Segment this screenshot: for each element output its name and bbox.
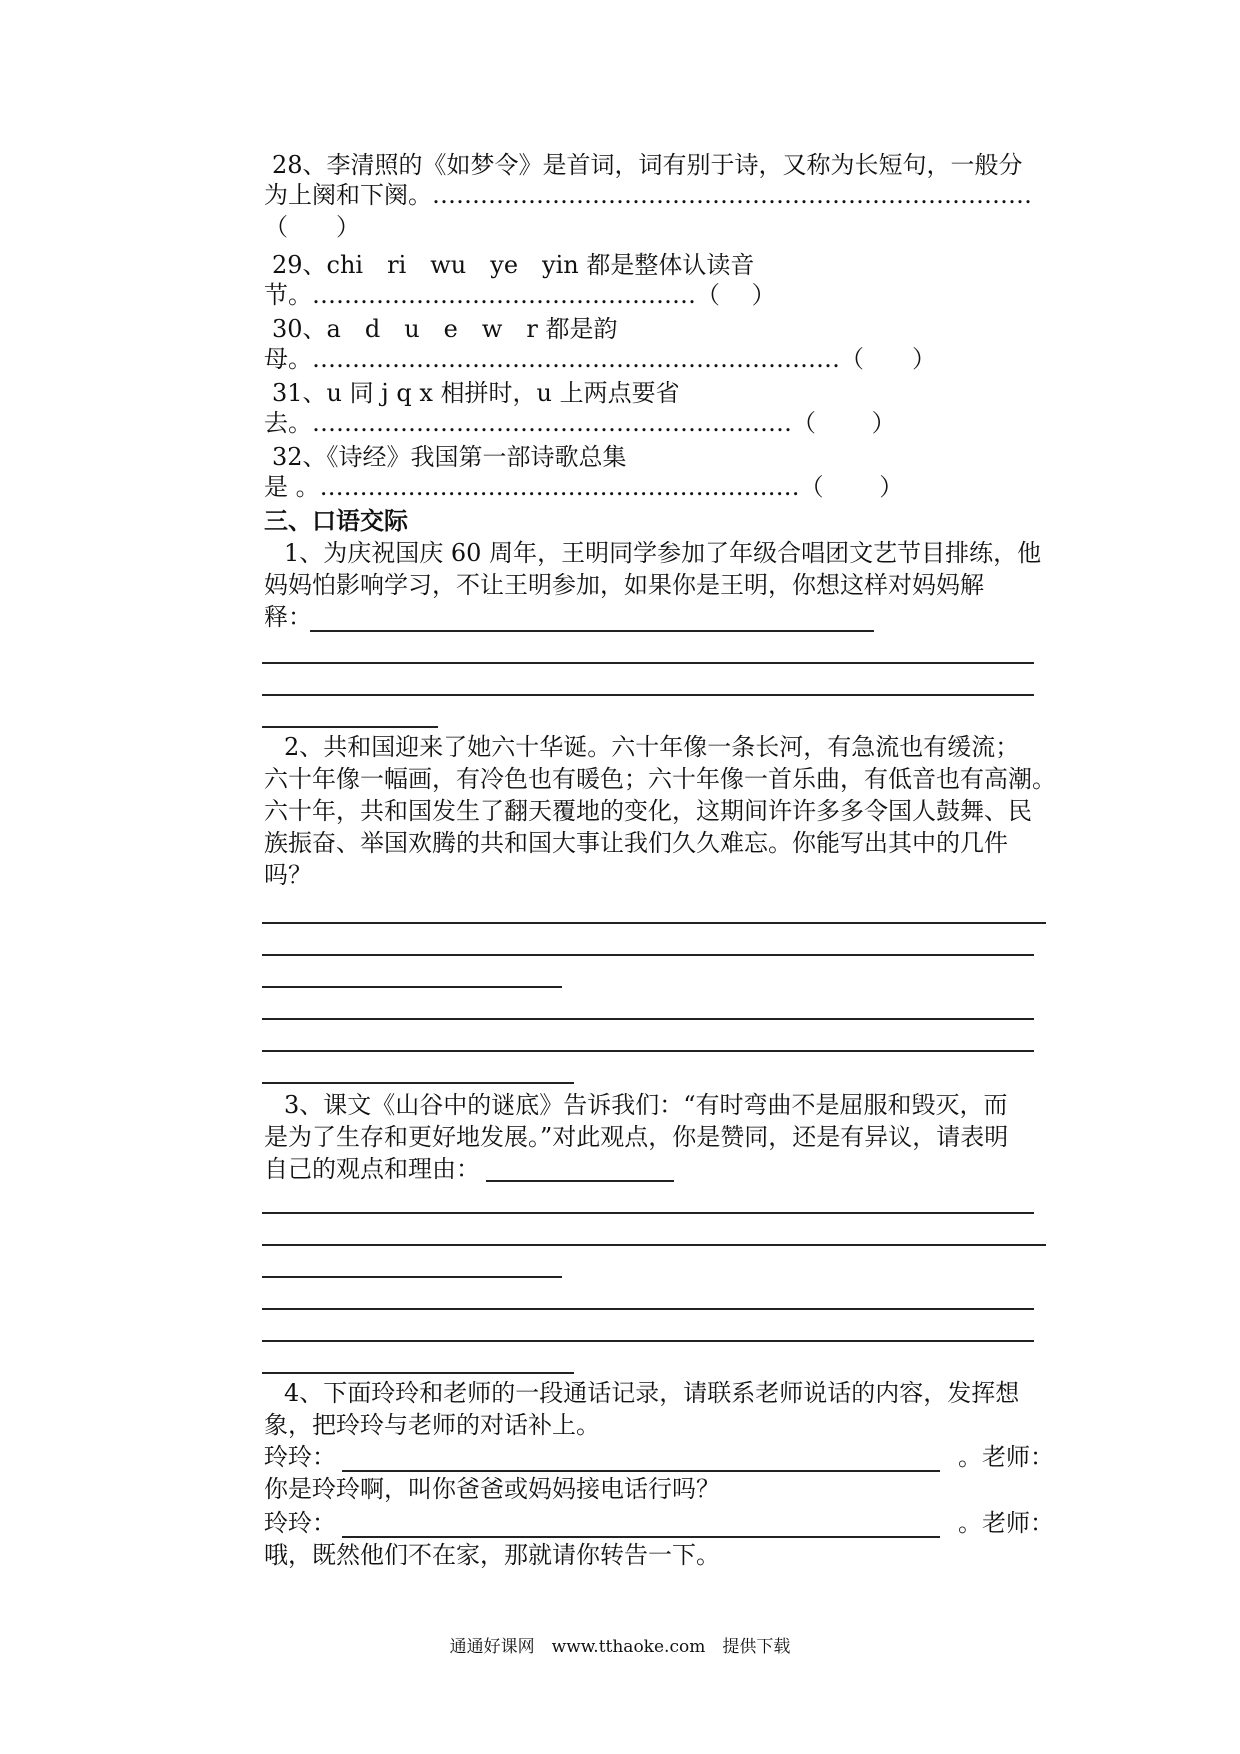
oral-q4-line1: 4、下面玲玲和老师的一段通话记录，请联系老师说话的内容，发挥想 <box>284 1379 1020 1407</box>
oral-q2-line4: 族振奋、举国欢腾的共和国大事让我们久久难忘。你能写出其中的几件 <box>264 829 1008 857</box>
q1-answer-line[interactable] <box>310 630 874 632</box>
q29-line1: 29、chi ri wu ye yin 都是整体认读音 <box>272 251 755 279</box>
q28-line2: 为上阕和下阕。………………………………………………………………… <box>264 181 1032 209</box>
q1-answer-line[interactable] <box>262 726 438 728</box>
ling-label-1: 玲玲： <box>264 1443 336 1471</box>
q29-line2[interactable]: 节。…………………………………………（ ） <box>264 281 776 309</box>
q3-answer-line[interactable] <box>262 1372 574 1374</box>
q1-answer-line[interactable] <box>262 694 1034 696</box>
oral-q1-line2: 妈妈怕影响学习，不让王明参加，如果你是王明，你想这样对妈妈解 <box>264 571 984 599</box>
teacher-speech-2: 哦，既然他们不在家，那就请你转告一下。 <box>264 1541 720 1569</box>
q32-line1: 32、《诗经》我国第一部诗歌总集 <box>272 443 627 471</box>
q2-answer-line[interactable] <box>262 1050 1034 1052</box>
oral-q1-line3: 释： <box>264 603 312 631</box>
q2-answer-line[interactable] <box>262 986 562 988</box>
oral-q4-line2: 象，把玲玲与老师的对话补上。 <box>264 1411 600 1439</box>
oral-q2-line1: 2、共和国迎来了她六十华诞。六十年像一条长河，有急流也有缓流； <box>284 733 1020 761</box>
q30-line1: 30、a d u e w r 都是韵 <box>272 315 618 343</box>
section3-heading: 三、口语交际 <box>264 506 408 535</box>
oral-q3-line1: 3、课文《山谷中的谜底》告诉我们：“有时弯曲不是屈服和毁灭，而 <box>284 1091 1008 1119</box>
q2-answer-line[interactable] <box>262 954 1034 956</box>
oral-q3-line3: 自己的观点和理由： <box>264 1155 480 1183</box>
q31-line1: 31、u 同 j q x 相拼时，u 上两点要省 <box>272 379 680 407</box>
q3-answer-line[interactable] <box>262 1212 1034 1214</box>
q32-line2[interactable]: 是 。……………………………………………………（ ） <box>264 473 904 501</box>
q30-line2[interactable]: 母。…………………………………………………………（ ） <box>264 345 936 373</box>
ling-label-2: 玲玲： <box>264 1509 336 1537</box>
q3-answer-line[interactable] <box>486 1180 674 1182</box>
q28-line1: 28、李清照的《如梦令》是首词，词有别于诗，又称为长短句，一般分 <box>272 151 1023 179</box>
oral-q1-line1: 1、为庆祝国庆 60 周年，王明同学参加了年级合唱团文艺节目排练，他 <box>284 539 1042 567</box>
oral-q3-line2: 是为了生存和更好地发展。”对此观点，你是赞同，还是有异议，请表明 <box>264 1123 1009 1151</box>
q3-answer-line[interactable] <box>262 1244 1046 1246</box>
q1-answer-line[interactable] <box>262 662 1034 664</box>
q2-answer-line[interactable] <box>262 922 1046 924</box>
q3-answer-line[interactable] <box>262 1276 562 1278</box>
teacher-label-1: 。老师： <box>958 1443 1054 1471</box>
ling-answer-line-2[interactable] <box>342 1536 940 1538</box>
teacher-label-2: 。老师： <box>958 1509 1054 1537</box>
oral-q2-line5: 吗？ <box>264 861 312 889</box>
oral-q2-line2: 六十年像一幅画，有冷色也有暖色；六十年像一首乐曲，有低音也有高潮。 <box>264 765 1056 793</box>
ling-answer-line-1[interactable] <box>342 1470 940 1472</box>
q3-answer-line[interactable] <box>262 1308 1034 1310</box>
q3-answer-line[interactable] <box>262 1340 1034 1342</box>
teacher-speech-1: 你是玲玲啊，叫你爸爸或妈妈接电话行吗？ <box>264 1475 720 1503</box>
q2-answer-line[interactable] <box>262 1018 1034 1020</box>
page-footer: 通通好课网 www.tthaoke.com 提供下载 <box>449 1637 791 1657</box>
oral-q2-line3: 六十年，共和国发生了翻天覆地的变化，这期间许许多多令国人鼓舞、民 <box>264 797 1032 825</box>
q2-answer-line[interactable] <box>262 1082 574 1084</box>
q28-answer-bracket[interactable]: （ ） <box>264 213 360 241</box>
q31-line2[interactable]: 去。……………………………………………………（ ） <box>264 409 896 437</box>
